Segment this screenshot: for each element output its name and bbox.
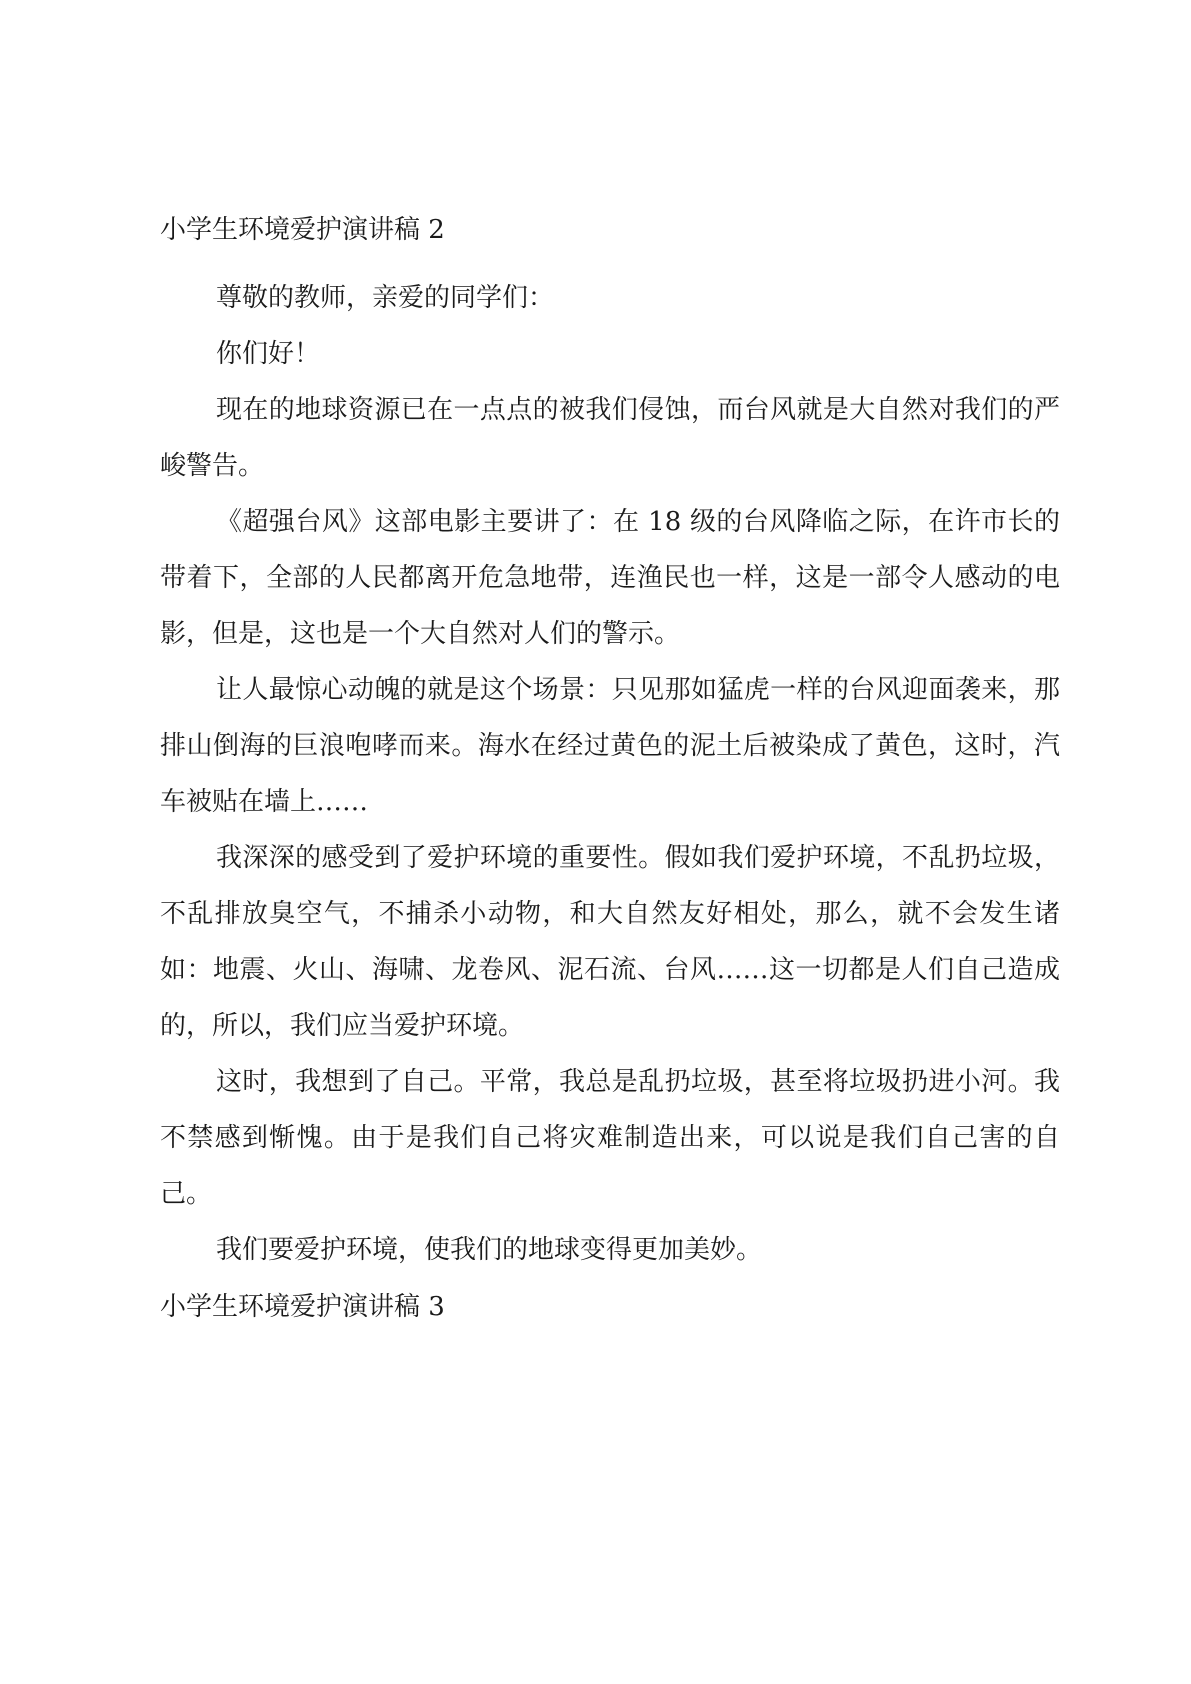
paragraph-movie: 《超强台风》这部电影主要讲了：在 18 级的台风降临之际，在许市长的带着下，全部的人民都离开危急地带，连渔民也一样，这是一部令人感动的电影，但是，这也是一个大自然对人们的警示。	[160, 507, 1060, 649]
paragraph-importance: 我深深的感受到了爱护环境的重要性。假如我们爱护环境，不乱扔垃圾，不乱排放臭空气，不捕杀小动物，和大自然友好相处，那么，就不会发生诸如：地震、火山、海啸、龙卷风、泥石流、台风……这一切都是人们自己造成的，所以，我们应当爱护环境。	[160, 843, 1060, 1041]
paragraph-conclusion: 我们要爱护环境，使我们的地球变得更加美妙。	[216, 1235, 763, 1265]
section-heading-3: 小学生环境爱护演讲稿 3	[160, 1292, 445, 1322]
paragraph-scene: 让人最惊心动魄的就是这个场景：只见那如猛虎一样的台风迎面袭来，那排山倒海的巨浪咆哮而来。海水在经过黄色的泥土后被染成了黄色，这时，汽车被贴在墙上……	[160, 675, 1060, 817]
document-page	[160, 215, 1060, 1322]
paragraph-earth-resources: 现在的地球资源已在一点点的被我们侵蚀，而台风就是大自然对我们的严峻警告。	[160, 395, 1060, 481]
section-heading-2: 小学生环境爱护演讲稿 2	[160, 215, 445, 245]
paragraph-hello: 你们好！	[216, 339, 321, 369]
paragraph-greeting: 尊敬的教师，亲爱的同学们：	[216, 283, 555, 313]
paragraph-reflection: 这时，我想到了自己。平常，我总是乱扔垃圾，甚至将垃圾扔进小河。我不禁感到惭愧。由于是我们自己将灾难制造出来，可以说是我们自己害的自己。	[160, 1067, 1060, 1209]
